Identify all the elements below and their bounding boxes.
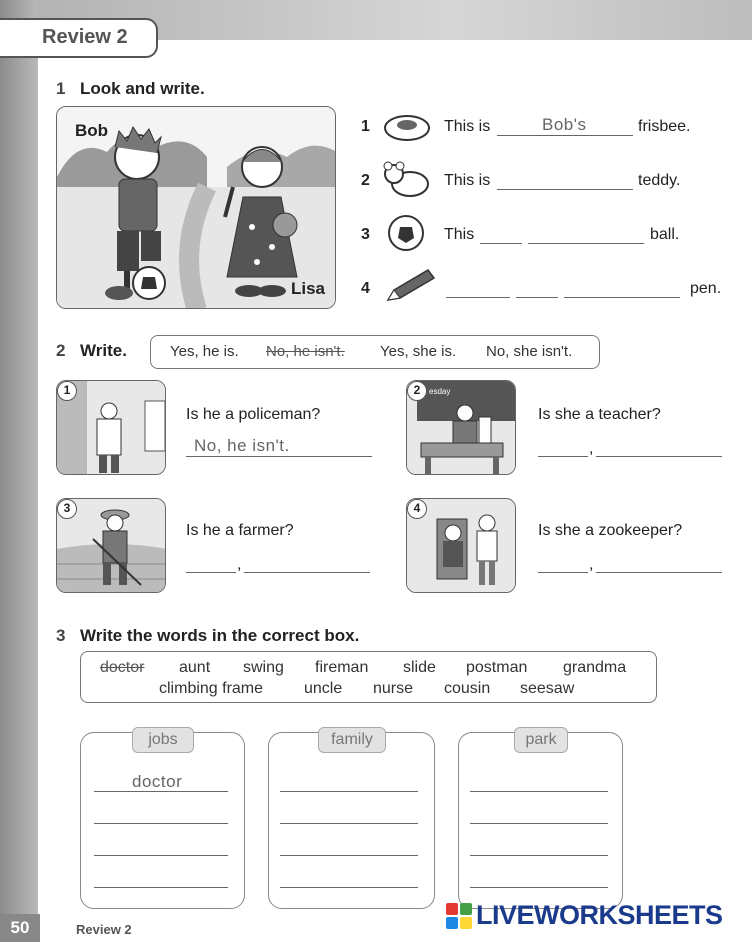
family-line-4[interactable] — [280, 887, 418, 888]
q3-answer-line-b[interactable] — [244, 572, 370, 573]
q2-question: Is she a teacher? — [538, 406, 661, 423]
q2-answer-line-b[interactable] — [596, 456, 722, 457]
word-climbing-frame: climbing frame — [159, 680, 264, 697]
word-cousin: cousin — [444, 680, 491, 697]
page-title: Review 2 — [42, 26, 128, 48]
item2-answer-line[interactable] — [497, 189, 633, 190]
family-line-2[interactable] — [280, 823, 418, 824]
jobs-answer-1[interactable]: doctor — [132, 772, 183, 791]
frisbee-icon — [382, 108, 432, 149]
liveworksheets-brand[interactable] — [446, 900, 723, 931]
item1-answer-line[interactable] — [497, 135, 633, 136]
family-tab: family — [318, 727, 386, 753]
item3-number: 3 — [361, 226, 370, 243]
park-line-1[interactable] — [470, 791, 608, 792]
liveworksheets-logo-icon — [446, 903, 472, 929]
q4-answer-line-a[interactable] — [538, 572, 588, 573]
jobs-line-3[interactable] — [94, 855, 228, 856]
bob-lisa-picture — [56, 106, 336, 309]
section2-number: 2 — [56, 341, 66, 360]
item3-answer-line-a[interactable] — [480, 243, 522, 244]
q3-question: Is he a farmer? — [186, 522, 294, 539]
item3-prefix: This — [444, 226, 475, 243]
item1-number: 1 — [361, 118, 370, 135]
word-postman: postman — [466, 659, 528, 676]
park-line-3[interactable] — [470, 855, 608, 856]
word-fireman: fireman — [315, 659, 369, 676]
word-slide: slide — [403, 659, 436, 676]
park-line-4[interactable] — [470, 887, 608, 888]
teddy-icon — [382, 160, 434, 203]
jobs-box — [80, 732, 245, 909]
word-seesaw: seesaw — [520, 680, 575, 697]
jobs-tab: jobs — [132, 727, 194, 753]
word-swing: swing — [243, 659, 284, 676]
park-box — [458, 732, 623, 909]
bob-label: Bob — [75, 121, 109, 140]
section2-title: Write. — [80, 341, 127, 360]
q4-number: 4 — [407, 499, 427, 519]
family-box — [268, 732, 435, 909]
item2-prefix: This is — [444, 172, 491, 189]
item4-answer-line-a[interactable] — [446, 297, 510, 298]
option-yes-he: Yes, he is. — [170, 343, 239, 360]
word-aunt: aunt — [179, 659, 211, 676]
item1-answer[interactable]: Bob's — [542, 115, 587, 134]
item3-suffix: ball. — [650, 226, 680, 243]
q1-answer[interactable]: No, he isn't. — [194, 436, 290, 455]
item4-number: 4 — [361, 280, 370, 297]
park-line-2[interactable] — [470, 823, 608, 824]
board-text: esday — [429, 387, 451, 396]
item2-suffix: teddy. — [638, 172, 681, 189]
word-grandma: grandma — [563, 659, 627, 676]
family-line-1[interactable] — [280, 791, 418, 792]
option-no-he: No, he isn't. — [266, 343, 345, 360]
word-nurse: nurse — [373, 680, 414, 697]
section1-title: Look and write. — [80, 79, 205, 98]
q3-comma: , — [237, 556, 242, 573]
pen-icon — [382, 266, 436, 309]
left-strip — [0, 0, 38, 942]
park-tab: park — [514, 727, 568, 753]
q1-number: 1 — [57, 381, 77, 401]
item3-answer-line-b[interactable] — [528, 243, 644, 244]
option-yes-she: Yes, she is. — [380, 343, 457, 360]
page-number: 50 — [0, 914, 40, 942]
word-uncle: uncle — [304, 680, 343, 697]
item4-suffix: pen. — [690, 280, 722, 297]
q3-answer-line-a[interactable] — [186, 572, 236, 573]
brand-text: LIVEWORKSHEETS — [476, 900, 723, 930]
jobs-line-4[interactable] — [94, 887, 228, 888]
item4-answer-line-c[interactable] — [564, 297, 680, 298]
q2-comma: , — [589, 440, 594, 457]
q3-number: 3 — [57, 499, 77, 519]
item1-suffix: frisbee. — [638, 118, 691, 135]
item4-answer-line-b[interactable] — [516, 297, 558, 298]
section1-number: 1 — [56, 79, 66, 98]
item1-prefix: This is — [444, 118, 491, 135]
item2-number: 2 — [361, 172, 370, 189]
q4-question: Is she a zookeeper? — [538, 522, 683, 539]
jobs-line-2[interactable] — [94, 823, 228, 824]
jobs-line-1[interactable] — [94, 791, 228, 792]
q2-number: 2 — [407, 381, 427, 401]
section3-number: 3 — [56, 626, 66, 645]
q1-question: Is he a policeman? — [186, 406, 321, 423]
q2-answer-line-a[interactable] — [538, 456, 588, 457]
family-line-3[interactable] — [280, 855, 418, 856]
footer-label: Review 2 — [76, 922, 132, 937]
q4-comma: , — [589, 556, 594, 573]
q1-answer-line[interactable] — [186, 456, 372, 457]
word-doctor: doctor — [100, 659, 145, 676]
q4-answer-line-b[interactable] — [596, 572, 722, 573]
option-no-she: No, she isn't. — [486, 343, 573, 360]
section3-title: Write the words in the correct box. — [80, 626, 360, 645]
ball-icon — [387, 214, 425, 257]
lisa-label: Lisa — [291, 279, 326, 298]
